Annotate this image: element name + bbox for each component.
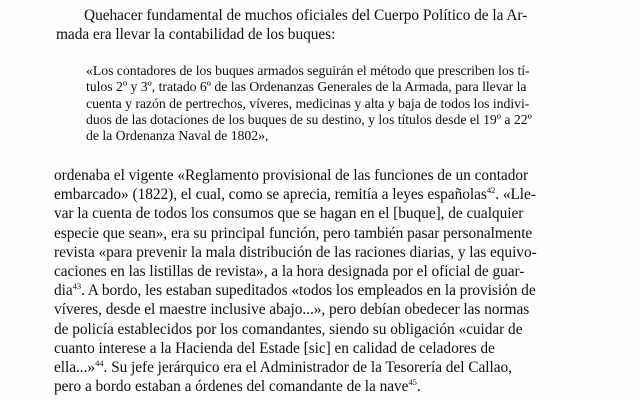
text-line — [54, 339, 622, 358]
line-text: revista «para prevenir la mala distribución de las raciones diarias, y las equivo- — [54, 243, 537, 261]
line-text: caciones en las listillas de revista», a la hora designada por el oficial de guar- — [54, 263, 525, 281]
quote-line: «Los contadores de los buques armados seguirán el método que prescriben los tí- — [86, 63, 530, 78]
line-text: de policía establecidos por los comandantes, siendo su obligación «cuidar de — [54, 320, 523, 338]
intro-paragraph — [56, 6, 616, 44]
text-line — [54, 281, 622, 300]
text-line — [54, 243, 622, 262]
line-text: víveres, desde el maestre inclusive abajo...», pero debían obedecer las normas — [54, 301, 530, 319]
text-line: mada era llevar la contabilidad de los buques: — [56, 26, 336, 43]
line-text: cuanto interese a la Hacienda del Estade [sic] en calidad de celadores de — [54, 339, 495, 357]
line-text-after: . A bordo, les estaban supeditados «todos los empleados en la provisión de — [81, 282, 536, 300]
line-text: pero a bordo estaban a órdenes del comandante de la nave — [54, 378, 409, 396]
line-text: embarcado» (1822), el cual, como se aprecia, remitía a leyes españolas — [54, 186, 487, 204]
line-text: var la cuenta de todos los consumos que se hagan en el [buque], de cualquier — [54, 205, 524, 223]
quote-line: duos de las dotaciones de los buques de su destino, y los títulos desde el 19º a 22º — [86, 111, 532, 127]
footnote-ref: 45 — [408, 377, 417, 388]
text-line — [54, 204, 622, 223]
main-paragraph — [54, 166, 622, 396]
text-line — [54, 358, 622, 377]
text-line — [54, 185, 622, 204]
line-text-after: . — [416, 378, 421, 396]
text-line — [54, 300, 622, 319]
block-quote — [86, 63, 606, 144]
text-line: Quehacer fundamental de muchos oficiales del Cuerpo Político de la Ar- — [84, 7, 528, 24]
quote-line: cuenta y razón de pertrechos, víveres, medicinas y alta y baja de todos los indivi- — [86, 95, 530, 111]
line-text: dia — [54, 282, 73, 300]
text-line — [54, 377, 622, 396]
footnote-ref: 44 — [95, 357, 104, 368]
footnote-ref: 42 — [486, 185, 496, 196]
line-text-after: . «Lle- — [495, 186, 536, 204]
line-text: especie que sean», era su principal función, pero también pasar personalmente — [54, 224, 533, 242]
line-text-after: . Su jefe jerárquico era el Administrador de la Tesorería del Callao, — [103, 359, 512, 377]
text-line — [54, 320, 622, 339]
text-line — [54, 262, 622, 281]
line-text: ordenaba el vigente «Reglamento provisional de las funciones de un contador — [54, 167, 529, 184]
quote-line: tulos 2º y 3º, tratado 6º de las Ordenanzas Generales de la Armada, para llevar la — [86, 79, 527, 95]
text-line — [54, 166, 622, 185]
text-line — [54, 224, 622, 243]
footnote-ref: 43 — [72, 281, 82, 292]
line-text: ella...» — [54, 359, 96, 377]
quote-line: de la Ordenanza Naval de 1802», — [86, 128, 269, 144]
